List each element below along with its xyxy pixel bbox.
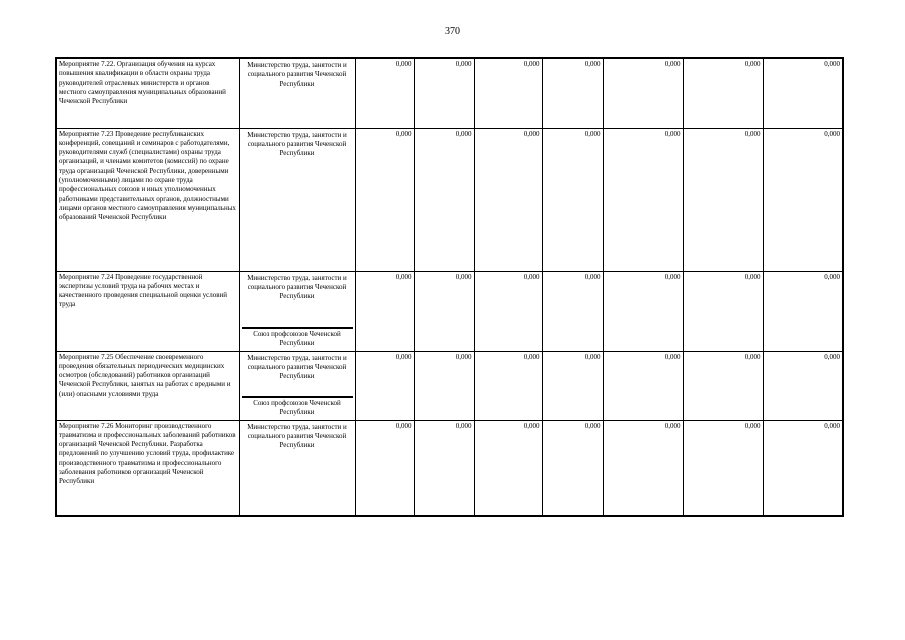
value-cell: 0,000: [603, 420, 683, 516]
executor-text: Министерство труда, занятости и социального развития Чеченской Республики: [247, 273, 347, 301]
co-executor-text: Союз профсоюзов Чеченской Республики: [242, 327, 353, 351]
value-cell: 0,000: [542, 58, 603, 128]
value-cell: 0,000: [414, 271, 474, 351]
value-cell: 0,000: [603, 271, 683, 351]
value-cell: 0,000: [542, 351, 603, 420]
executor-text: Министерство труда, занятости и социального развития Чеченской Республики: [247, 422, 347, 450]
value-cell: 0,000: [474, 128, 542, 271]
table-row: [56, 271, 843, 351]
value-cell: 0,000: [355, 351, 414, 420]
value-cell: 0,000: [355, 128, 414, 271]
value-cell: 0,000: [763, 351, 843, 420]
value-cell: 0,000: [355, 271, 414, 351]
value-cell: 0,000: [763, 271, 843, 351]
table-row: [56, 351, 843, 420]
executor-cell: [239, 420, 355, 516]
value-cell: 0,000: [355, 420, 414, 516]
value-cell: 0,000: [542, 420, 603, 516]
value-cell: 0,000: [414, 128, 474, 271]
event-cell: Мероприятие 7.26 Мониторинг производственного травматизма и профессиональных заболеваний работников организаций Чеченской Республики. Разработка предложений по улучшению условий труда, профилактике производственного травматизма и профессионального заболевания работников организаций Чеченской Республики: [56, 420, 239, 516]
event-cell: Мероприятие 7.25 Обеспечение своевременного проведения обязательных периодических медицинских осмотров (обследований) работников организаций Чеченской Республики, занятых на работах с вредными и (или) опасными условиями труда: [56, 351, 239, 420]
value-cell: 0,000: [474, 271, 542, 351]
executor-text: Министерство труда, занятости и социального развития Чеченской Республики: [247, 353, 347, 381]
value-cell: 0,000: [414, 351, 474, 420]
program-table: [55, 57, 844, 517]
executor-cell: [239, 58, 355, 128]
value-cell: 0,000: [603, 351, 683, 420]
table-row: [56, 128, 843, 271]
value-cell: 0,000: [683, 128, 763, 271]
value-cell: 0,000: [763, 420, 843, 516]
value-cell: 0,000: [683, 420, 763, 516]
event-cell: Мероприятие 7.22. Организация обучения на курсах повышения квалификации в области охраны труда руководителей отраслевых министерств и органов местного самоуправления муниципальных образований Чеченской Республики: [56, 58, 239, 128]
page-number: 370: [445, 26, 460, 37]
value-cell: 0,000: [414, 58, 474, 128]
table-row: [56, 58, 843, 128]
value-cell: 0,000: [542, 128, 603, 271]
event-cell: Мероприятие 7.23 Проведение республиканских конференций, совещаний и семинаров с работодателями, руководителями служб (специалистами) охраны труда организаций, и членами комитетов (комиссий) по охране труда организаций Чеченской Республики, доверенными (уполномоченными) лицами по охране труда профессиональных союзов и иных уполномоченных работниками представительных органов, должностными лицами органов местного самоуправления муниципальных образований Чеченской Республики: [56, 128, 239, 271]
value-cell: 0,000: [414, 420, 474, 516]
event-cell: Мероприятие 7.24 Проведение государственной экспертизы условий труда на рабочих местах и качественного проведения специальной оценки условий труда: [56, 271, 239, 351]
value-cell: 0,000: [355, 58, 414, 128]
value-cell: 0,000: [474, 351, 542, 420]
executor-text: Министерство труда, занятости и социального развития Чеченской Республики: [247, 61, 347, 88]
value-cell: 0,000: [542, 271, 603, 351]
value-cell: 0,000: [683, 351, 763, 420]
co-executor-text: Союз профсоюзов Чеченской Республики: [242, 396, 353, 420]
value-cell: 0,000: [474, 58, 542, 128]
value-cell: 0,000: [683, 271, 763, 351]
executor-cell: [239, 351, 355, 420]
value-cell: 0,000: [683, 58, 763, 128]
executor-cell: [239, 128, 355, 271]
executor-cell: [239, 271, 355, 351]
executor-text: Министерство труда, занятости и социального развития Чеченской Республики: [247, 130, 347, 158]
value-cell: 0,000: [763, 128, 843, 271]
value-cell: 0,000: [763, 58, 843, 128]
value-cell: 0,000: [603, 58, 683, 128]
value-cell: 0,000: [603, 128, 683, 271]
value-cell: 0,000: [474, 420, 542, 516]
table-row: [56, 420, 843, 516]
